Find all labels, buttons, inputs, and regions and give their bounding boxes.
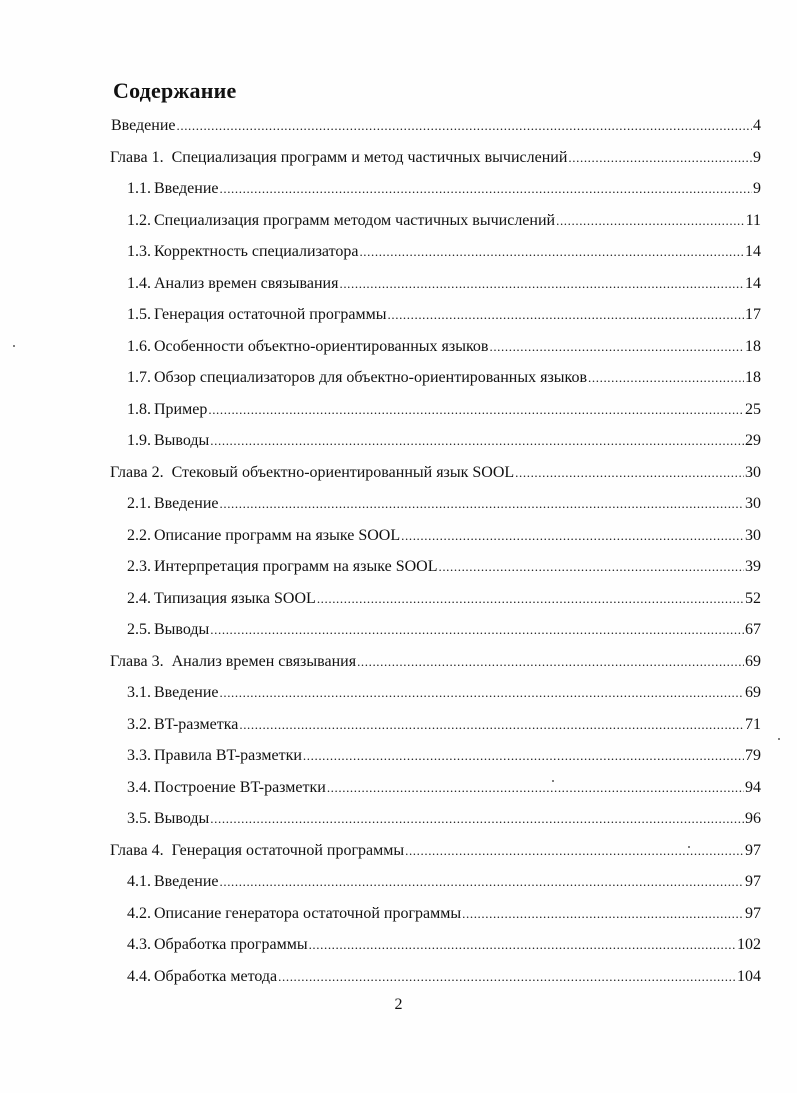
toc-entry-page-number: 97 <box>745 905 761 922</box>
toc-entry-page-number: 9 <box>753 149 761 166</box>
toc-entry-title: Обзор специализаторов для объектно-ориентированных языков <box>154 369 588 386</box>
toc-entry-title: Генерация остаточной программы <box>154 306 387 323</box>
toc-entry-number: 1.7. <box>127 369 151 386</box>
toc-entry-title: Выводы <box>154 432 210 449</box>
toc-entry-page-number: 67 <box>745 621 761 638</box>
toc-dot-leader <box>339 272 744 296</box>
toc-entry-title: Введение <box>154 873 219 890</box>
toc-entry-title: Генерация остаточной программы <box>171 842 405 859</box>
toc-dot-leader <box>357 650 744 674</box>
toc-entry-page-number: 69 <box>745 684 761 701</box>
toc-section-entry[interactable] <box>127 744 761 768</box>
toc-dot-leader <box>568 146 752 170</box>
toc-entry-number: 1.8. <box>127 401 151 418</box>
toc-dot-leader <box>220 177 753 201</box>
toc-dot-leader <box>359 240 744 264</box>
toc-dot-leader <box>177 114 753 138</box>
toc-entry-title: Правила BT-разметки <box>154 747 302 764</box>
toc-section-entry[interactable] <box>127 933 761 957</box>
toc-entry-number: 3.2. <box>127 716 151 733</box>
toc-entry-number: 1.9. <box>127 432 151 449</box>
toc-chapter-entry[interactable] <box>110 146 761 170</box>
toc-section-entry[interactable] <box>127 870 761 894</box>
toc-entry-page-number: 52 <box>745 590 761 607</box>
toc-entry-title: BT-разметка <box>154 716 239 733</box>
toc-entry-title: Анализ времен связывания <box>154 275 339 292</box>
toc-entry-title: Выводы <box>154 810 210 827</box>
toc-entry-page-number: 69 <box>745 653 761 670</box>
toc-entry-title: Введение <box>154 684 219 701</box>
toc-entry-page-number: 97 <box>745 842 761 859</box>
toc-section-entry[interactable] <box>127 555 761 579</box>
toc-entry-number: 3.1. <box>127 684 151 701</box>
toc-entry-number: Глава 4. <box>110 842 164 859</box>
scan-speck <box>552 780 554 782</box>
toc-entry-number: 4.3. <box>127 936 151 953</box>
toc-entry-number: 3.5. <box>127 810 151 827</box>
toc-dot-leader <box>556 209 745 233</box>
toc-entry-title: Введение <box>111 117 176 134</box>
page-title: Содержание <box>113 78 237 103</box>
toc-entry-title: Пример <box>154 401 208 418</box>
toc-entry-page-number: 14 <box>745 243 761 260</box>
toc-entry-number: 2.3. <box>127 558 151 575</box>
toc-section-entry[interactable] <box>127 398 761 422</box>
toc-section-entry[interactable] <box>127 366 761 390</box>
toc-entry-title: Построение BT-разметки <box>154 779 326 796</box>
toc-entry-page-number: 14 <box>745 275 761 292</box>
toc-entry-title: Особенности объектно-ориентированных языков <box>154 338 489 355</box>
toc-entry-page-number: 25 <box>745 401 761 418</box>
toc-entry-title: Введение <box>154 180 219 197</box>
toc-entry-number: 3.3. <box>127 747 151 764</box>
toc-entry-title: Выводы <box>154 621 210 638</box>
toc-entry-title: Описание программ на языке SOOL <box>154 527 401 544</box>
toc-dot-leader <box>588 366 744 390</box>
toc-entry-page-number: 30 <box>745 495 761 512</box>
toc-dot-leader <box>462 902 744 926</box>
toc-dot-leader <box>405 839 744 863</box>
toc-dot-leader <box>208 398 744 422</box>
scan-speck <box>13 345 15 347</box>
toc-entry-number: 2.5. <box>127 621 151 638</box>
toc-entry-page-number: 4 <box>753 117 761 134</box>
scan-speck <box>688 846 690 848</box>
toc-entry-title: Обработка метода <box>154 968 278 985</box>
toc-entry-number: 1.2. <box>127 212 151 229</box>
toc-entry-page-number: 30 <box>745 464 761 481</box>
toc-section-entry[interactable] <box>127 209 761 233</box>
toc-entry-number: 4.2. <box>127 905 151 922</box>
toc-entry-number: 1.4. <box>127 275 151 292</box>
toc-entry-title: Специализация программ методом частичных вычислений <box>154 212 556 229</box>
toc-dot-leader <box>210 618 744 642</box>
toc-entry-number: 1.6. <box>127 338 151 355</box>
toc-section-entry[interactable] <box>127 429 761 453</box>
toc-dot-leader <box>309 933 736 957</box>
toc-entry-number: Глава 3. <box>110 653 164 670</box>
toc-entry-page-number: 102 <box>737 936 761 953</box>
toc-section-entry[interactable] <box>127 618 761 642</box>
toc-section-entry[interactable] <box>127 303 761 327</box>
toc-entry-page-number: 30 <box>745 527 761 544</box>
toc-entry-page-number: 29 <box>745 432 761 449</box>
toc-section-entry[interactable] <box>127 524 761 548</box>
toc-entry-number: Глава 1. <box>110 149 164 166</box>
toc-section-entry[interactable] <box>127 272 761 296</box>
toc-section-entry[interactable] <box>127 902 761 926</box>
toc-section-entry[interactable] <box>127 713 761 737</box>
toc-dot-leader <box>278 965 736 989</box>
toc-entry-page-number: 18 <box>745 369 761 386</box>
toc-entry-number: 1.1. <box>127 180 151 197</box>
toc-dot-leader <box>327 776 744 800</box>
toc-entry-page-number: 79 <box>745 747 761 764</box>
toc-entry-page-number: 17 <box>745 306 761 323</box>
toc-dot-leader <box>303 744 744 768</box>
toc-entry-title: Описание генератора остаточной программы <box>154 905 462 922</box>
toc-dot-leader <box>220 681 745 705</box>
toc-dot-leader <box>401 524 744 548</box>
toc-entry-page-number: 96 <box>745 810 761 827</box>
toc-dot-leader <box>489 335 744 359</box>
toc-section-entry[interactable] <box>127 965 761 989</box>
toc-dot-leader <box>239 713 744 737</box>
toc-entry-number: 2.2. <box>127 527 151 544</box>
toc-entry-title: Обработка программы <box>154 936 308 953</box>
toc-dot-leader <box>515 461 744 485</box>
toc-entry-title: Специализация программ и метод частичных вычислений <box>171 149 568 166</box>
toc-entry-number: 3.4. <box>127 779 151 796</box>
toc-dot-leader <box>220 492 745 516</box>
toc-dot-leader <box>210 807 744 831</box>
toc-section-entry[interactable] <box>127 776 761 800</box>
toc-dot-leader <box>317 587 744 611</box>
toc-section-entry[interactable] <box>127 492 761 516</box>
toc-dot-leader <box>438 555 744 579</box>
toc-chapter-entry[interactable] <box>110 839 761 863</box>
page-number: 2 <box>394 996 403 1013</box>
toc-section-entry[interactable] <box>127 240 761 264</box>
toc-section-entry[interactable] <box>127 681 761 705</box>
toc-entry-title: Стековый объектно-ориентированный язык SOOL <box>171 464 515 481</box>
toc-entry-page-number: 39 <box>745 558 761 575</box>
toc-section-entry[interactable] <box>127 807 761 831</box>
toc-chapter-entry[interactable] <box>110 650 761 674</box>
toc-chapter-entry[interactable] <box>110 461 761 485</box>
toc-entry-page-number: 11 <box>745 212 761 229</box>
toc-intro-entry[interactable] <box>111 114 761 138</box>
toc-entry-number: 1.5. <box>127 306 151 323</box>
toc-dot-leader <box>388 303 744 327</box>
toc-entry-page-number: 18 <box>745 338 761 355</box>
toc-entry-page-number: 94 <box>745 779 761 796</box>
toc-entry-title: Интерпретация программ на языке SOOL <box>154 558 438 575</box>
toc-entry-title: Введение <box>154 495 219 512</box>
toc-entry-page-number: 97 <box>745 873 761 890</box>
toc-section-entry[interactable] <box>127 587 761 611</box>
toc-dot-leader <box>220 870 745 894</box>
toc-entry-page-number: 9 <box>753 180 761 197</box>
toc-entry-number: 2.4. <box>127 590 151 607</box>
toc-entry-page-number: 104 <box>737 968 761 985</box>
toc-entry-number: Глава 2. <box>110 464 164 481</box>
toc-section-entry[interactable] <box>127 177 761 201</box>
toc-section-entry[interactable] <box>127 335 761 359</box>
scan-speck <box>778 738 780 740</box>
toc-entry-number: 4.4. <box>127 968 151 985</box>
toc-entry-page-number: 71 <box>745 716 761 733</box>
toc-entry-number: 4.1. <box>127 873 151 890</box>
toc-dot-leader <box>210 429 744 453</box>
toc-entry-number: 2.1. <box>127 495 151 512</box>
toc-entry-title: Корректность специализатора <box>154 243 359 260</box>
toc-entry-number: 1.3. <box>127 243 151 260</box>
toc-entry-title: Типизация языка SOOL <box>154 590 316 607</box>
toc-entry-title: Анализ времен связывания <box>171 653 357 670</box>
